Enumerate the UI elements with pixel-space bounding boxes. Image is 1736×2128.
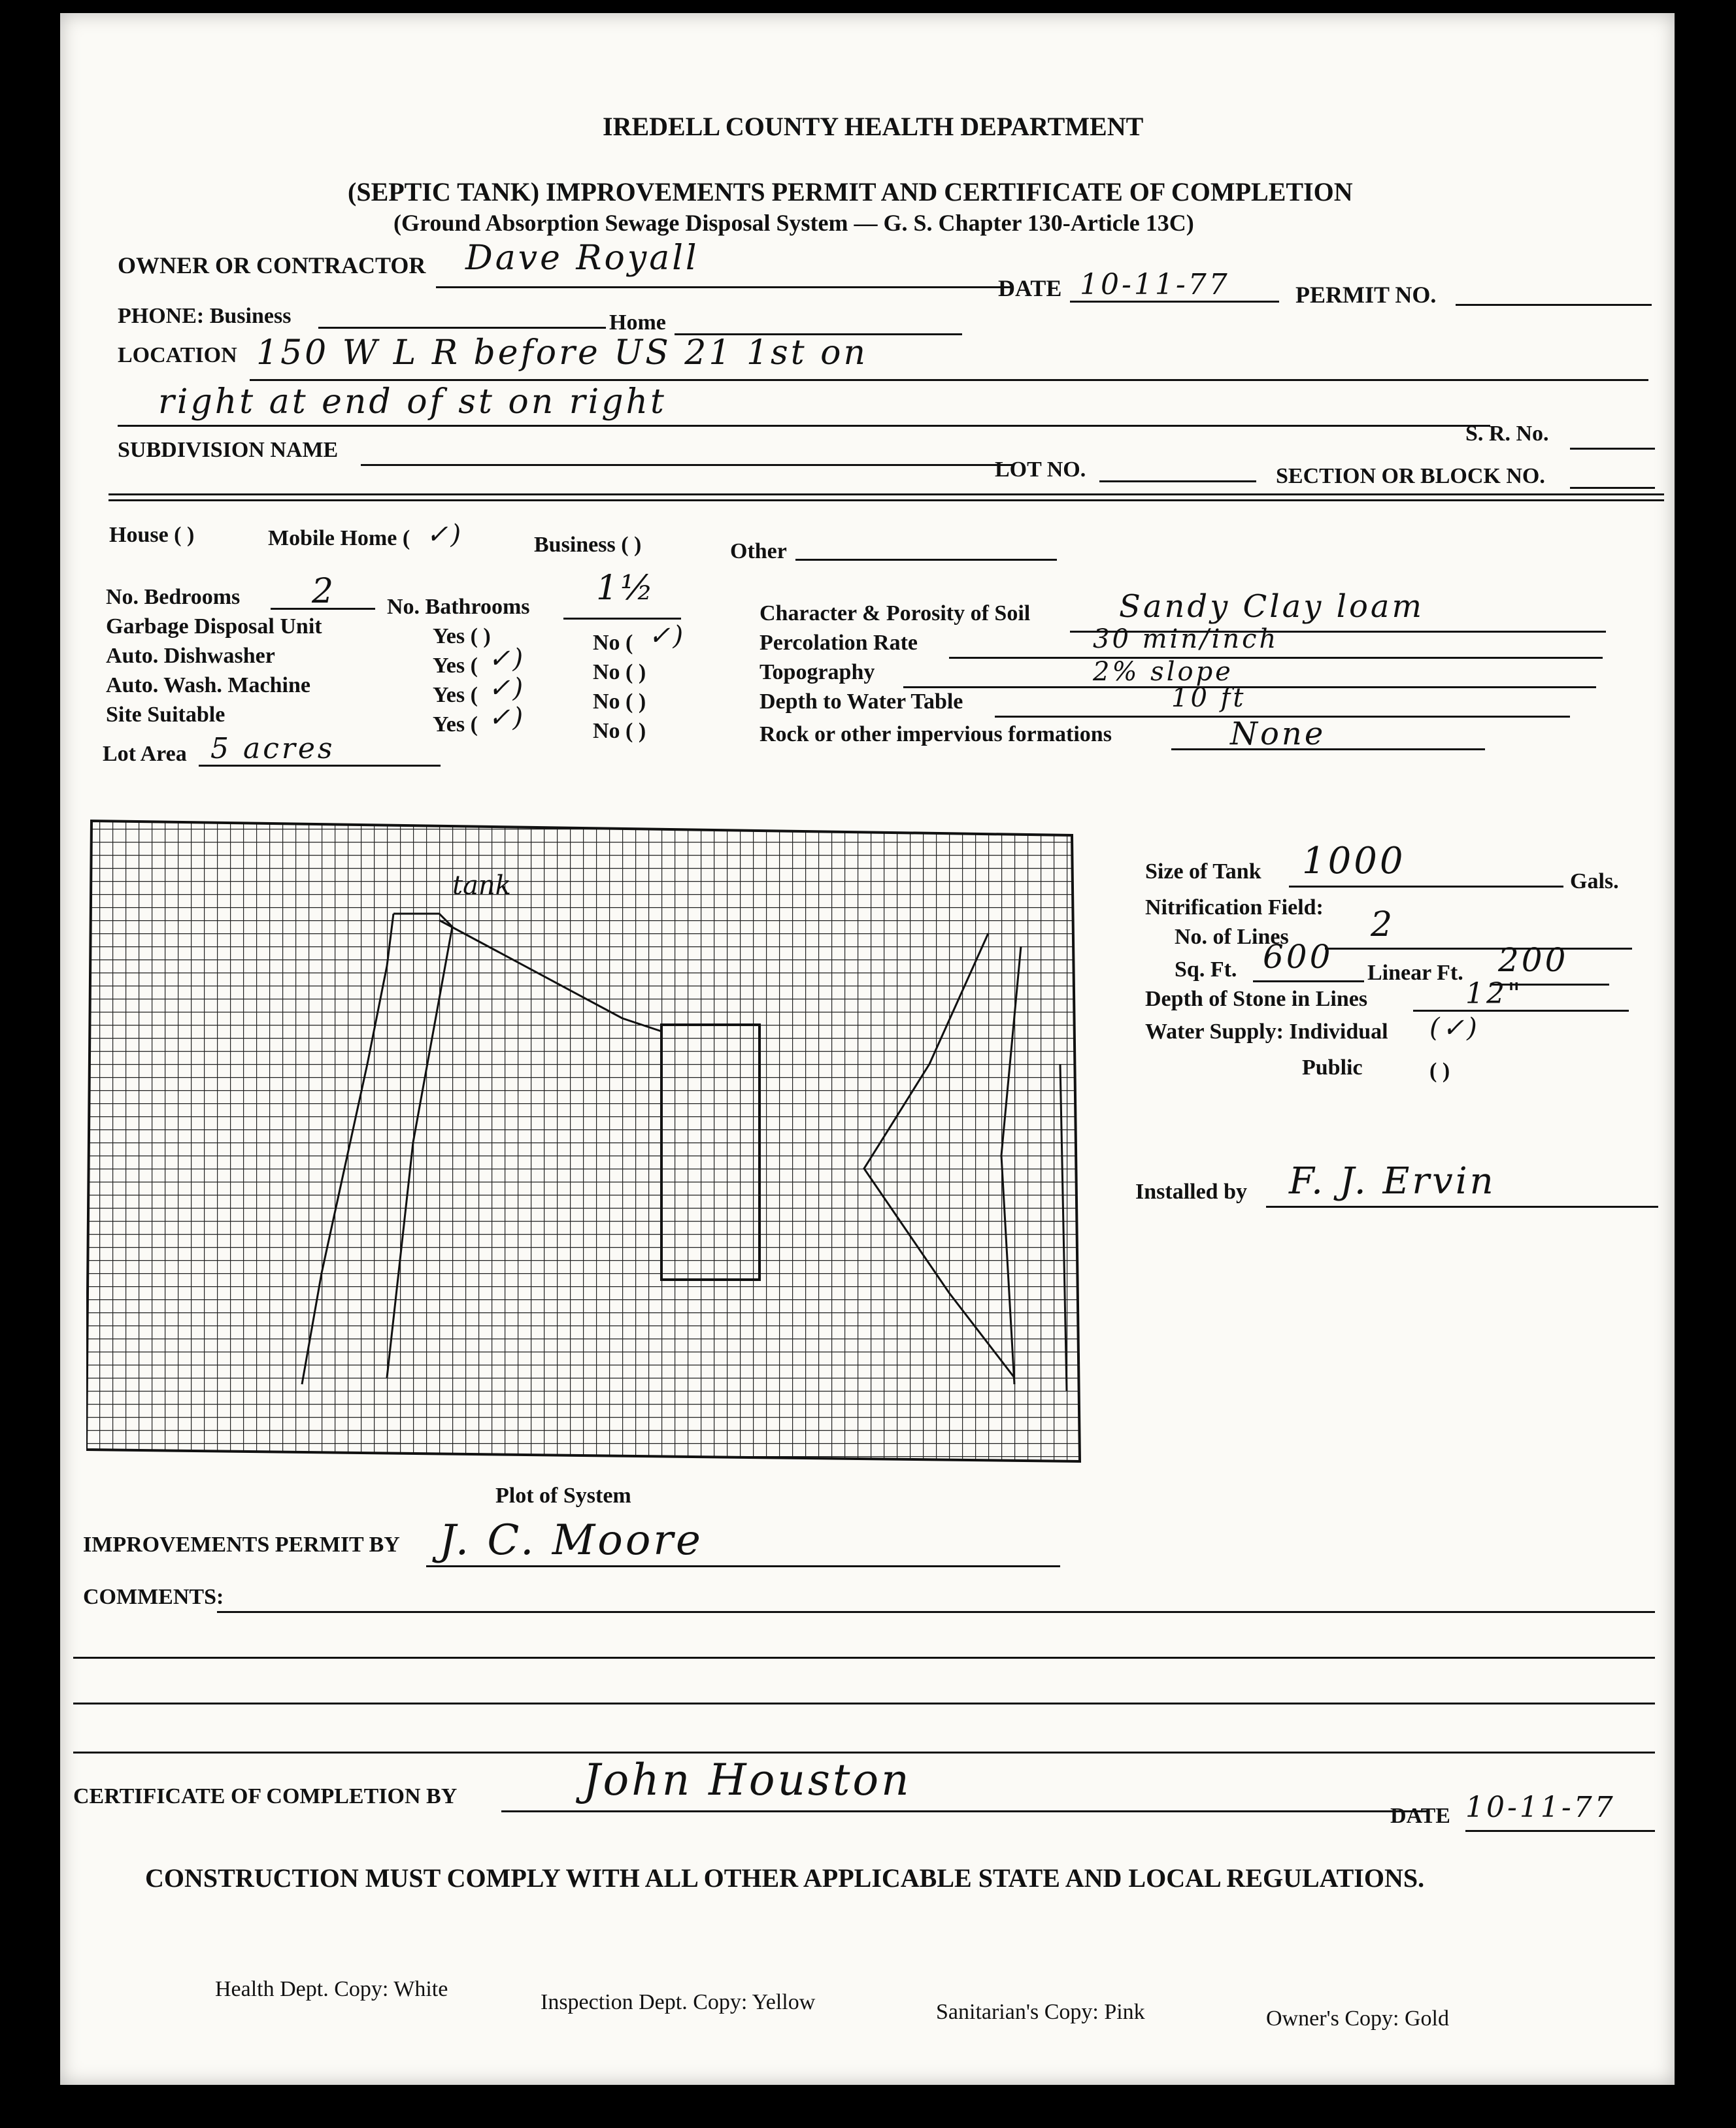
location-line-1 bbox=[250, 379, 1648, 381]
other-line bbox=[795, 559, 1057, 561]
owner-value: Dave Royall bbox=[465, 239, 699, 278]
wash-machine-yes-mark: ✓) bbox=[488, 673, 526, 703]
bedrooms-label: No. Bedrooms bbox=[106, 585, 241, 609]
permit-no-label: PERMIT NO. bbox=[1295, 282, 1437, 308]
topography-line bbox=[903, 686, 1596, 688]
topography-value: 2% slope bbox=[1093, 657, 1233, 687]
garbage-label: Garbage Disposal Unit bbox=[106, 614, 322, 639]
plot-caption: Plot of System bbox=[495, 1484, 631, 1508]
bedrooms-value: 2 bbox=[312, 572, 337, 611]
permit-form bbox=[60, 13, 1675, 2085]
construction-notice: CONSTRUCTION MUST COMPLY WITH ALL OTHER APPLICABLE STATE AND LOCAL REGULATIONS. bbox=[145, 1863, 1425, 1893]
date-label: DATE bbox=[998, 275, 1062, 301]
dishwasher-yes: Yes ( bbox=[433, 654, 478, 678]
rock-value: None bbox=[1230, 716, 1326, 752]
improvements-label: IMPROVEMENTS PERMIT BY bbox=[83, 1533, 400, 1557]
installed-line bbox=[1266, 1206, 1658, 1208]
location-label: LOCATION bbox=[118, 343, 237, 367]
location-value-1: 150 W L R before US 21 1st on bbox=[256, 333, 868, 373]
comments-line-3 bbox=[73, 1703, 1655, 1704]
sr-no-line bbox=[1570, 448, 1655, 450]
plot-tank-label: tank bbox=[452, 871, 511, 901]
wash-machine-no: No ( ) bbox=[593, 690, 646, 714]
comments-line-2 bbox=[73, 1657, 1655, 1659]
site-suitable-yes: Yes ( bbox=[433, 712, 478, 737]
copy-owner: Owner's Copy: Gold bbox=[1266, 2006, 1450, 2031]
copy-inspection: Inspection Dept. Copy: Yellow bbox=[541, 1990, 816, 2014]
mobile-home-mark: ✓) bbox=[426, 520, 464, 550]
installed-value: F. J. Ervin bbox=[1289, 1160, 1496, 1203]
certificate-line bbox=[501, 1810, 1429, 1812]
public-label: Public bbox=[1302, 1056, 1363, 1080]
copy-health: Health Dept. Copy: White bbox=[215, 1977, 448, 2001]
perc-value: 30 min/inch bbox=[1093, 624, 1279, 654]
date2-label: DATE bbox=[1390, 1804, 1450, 1828]
garbage-no-mark: ✓) bbox=[648, 621, 686, 651]
improvements-value: J. C. Moore bbox=[439, 1516, 703, 1565]
improvements-line bbox=[426, 1565, 1060, 1567]
plot-grid bbox=[86, 816, 1093, 1469]
subdivision-label: SUBDIVISION NAME bbox=[118, 438, 339, 462]
subdivision-line bbox=[361, 464, 1014, 466]
permit-no-line bbox=[1456, 304, 1652, 306]
topography-label: Topography bbox=[760, 660, 875, 684]
soil-value: Sandy Clay loam bbox=[1119, 588, 1424, 625]
bathrooms-value: 1½ bbox=[596, 569, 656, 608]
site-suitable-label: Site Suitable bbox=[106, 703, 225, 727]
owner-label: OWNER OR CONTRACTOR bbox=[118, 252, 426, 278]
tank-value: 1000 bbox=[1302, 840, 1406, 882]
form-subtitle: (Ground Absorption Sewage Disposal System — G. S. Chapter 130-Article 13C) bbox=[393, 210, 1194, 236]
wash-machine-yes: Yes ( bbox=[433, 683, 478, 707]
other-label: Other bbox=[730, 539, 787, 563]
date2-value: 10-11-77 bbox=[1465, 1791, 1616, 1824]
form-title: (SEPTIC TANK) IMPROVEMENTS PERMIT AND CERTIFICATE OF COMPLETION bbox=[348, 177, 1353, 207]
rock-line bbox=[1171, 748, 1485, 750]
sqft-label: Sq. Ft. bbox=[1175, 957, 1237, 982]
installed-label: Installed by bbox=[1135, 1180, 1247, 1204]
dishwasher-label: Auto. Dishwasher bbox=[106, 644, 275, 668]
lot-area-label: Lot Area bbox=[103, 742, 187, 766]
stone-value: 12" bbox=[1465, 977, 1524, 1010]
sqft-line bbox=[1253, 980, 1364, 982]
lines-line bbox=[1325, 948, 1632, 950]
stone-label: Depth of Stone in Lines bbox=[1145, 987, 1368, 1011]
certificate-label: CERTIFICATE OF COMPLETION BY bbox=[73, 1784, 458, 1808]
linft-value: 200 bbox=[1498, 941, 1569, 979]
copy-sanitarian: Sanitarian's Copy: Pink bbox=[936, 2000, 1145, 2024]
perc-label: Percolation Rate bbox=[760, 631, 918, 655]
sqft-value: 600 bbox=[1263, 938, 1333, 976]
rock-label: Rock or other impervious formations bbox=[760, 722, 1112, 746]
bathrooms-line bbox=[563, 618, 681, 620]
wash-machine-label: Auto. Wash. Machine bbox=[106, 673, 310, 697]
water-supply-label: Water Supply: Individual bbox=[1145, 1020, 1388, 1044]
perc-line bbox=[949, 657, 1603, 659]
water-table-value: 10 ft bbox=[1171, 683, 1246, 713]
linft-label: Linear Ft. bbox=[1367, 961, 1463, 985]
lot-no-line bbox=[1099, 480, 1256, 482]
dishwasher-no: No ( ) bbox=[593, 660, 646, 684]
lines-label: No. of Lines bbox=[1175, 925, 1289, 949]
section-line bbox=[1570, 487, 1655, 489]
soil-label: Character & Porosity of Soil bbox=[760, 601, 1031, 625]
business-label: Business ( ) bbox=[534, 533, 642, 557]
comments-label: COMMENTS: bbox=[83, 1585, 224, 1609]
department-title: IREDELL COUNTY HEALTH DEPARTMENT bbox=[603, 112, 1144, 141]
tank-label: Size of Tank bbox=[1145, 859, 1261, 884]
water-table-label: Depth to Water Table bbox=[760, 690, 963, 714]
tank-line bbox=[1289, 886, 1563, 888]
garbage-yes: Yes ( ) bbox=[433, 624, 491, 648]
phone-business-line bbox=[318, 327, 606, 329]
section-divider bbox=[108, 493, 1664, 501]
dishwasher-yes-mark: ✓) bbox=[488, 644, 526, 674]
site-suitable-yes-mark: ✓) bbox=[488, 703, 526, 733]
date-value: 10-11-77 bbox=[1080, 268, 1230, 301]
certificate-value: John Houston bbox=[583, 1755, 912, 1805]
section-label: SECTION OR BLOCK NO. bbox=[1276, 464, 1545, 488]
location-value-2: right at end of st on right bbox=[158, 382, 667, 422]
date2-line bbox=[1465, 1830, 1655, 1832]
public-paren: ( ) bbox=[1429, 1059, 1450, 1083]
comments-line-1 bbox=[217, 1611, 1655, 1613]
lines-value: 2 bbox=[1371, 905, 1395, 944]
gals-label: Gals. bbox=[1570, 869, 1619, 893]
nitrification-label: Nitrification Field: bbox=[1145, 895, 1324, 920]
sr-no-label: S. R. No. bbox=[1465, 422, 1549, 446]
mobile-home-label: Mobile Home ( bbox=[268, 526, 410, 550]
lot-area-value: 5 acres bbox=[210, 732, 335, 765]
water-supply-individual-mark: (✓) bbox=[1429, 1013, 1480, 1043]
bathrooms-label: No. Bathrooms bbox=[387, 595, 530, 619]
site-suitable-no: No ( ) bbox=[593, 719, 646, 743]
house-label: House ( ) bbox=[109, 523, 195, 547]
home-label: Home bbox=[609, 310, 666, 335]
owner-line bbox=[436, 286, 1011, 288]
location-line-2 bbox=[118, 425, 1490, 427]
comments-line-4 bbox=[73, 1752, 1655, 1754]
garbage-no: No ( bbox=[593, 631, 633, 655]
phone-label: PHONE: Business bbox=[118, 304, 292, 328]
lot-no-label: LOT NO. bbox=[995, 457, 1086, 482]
